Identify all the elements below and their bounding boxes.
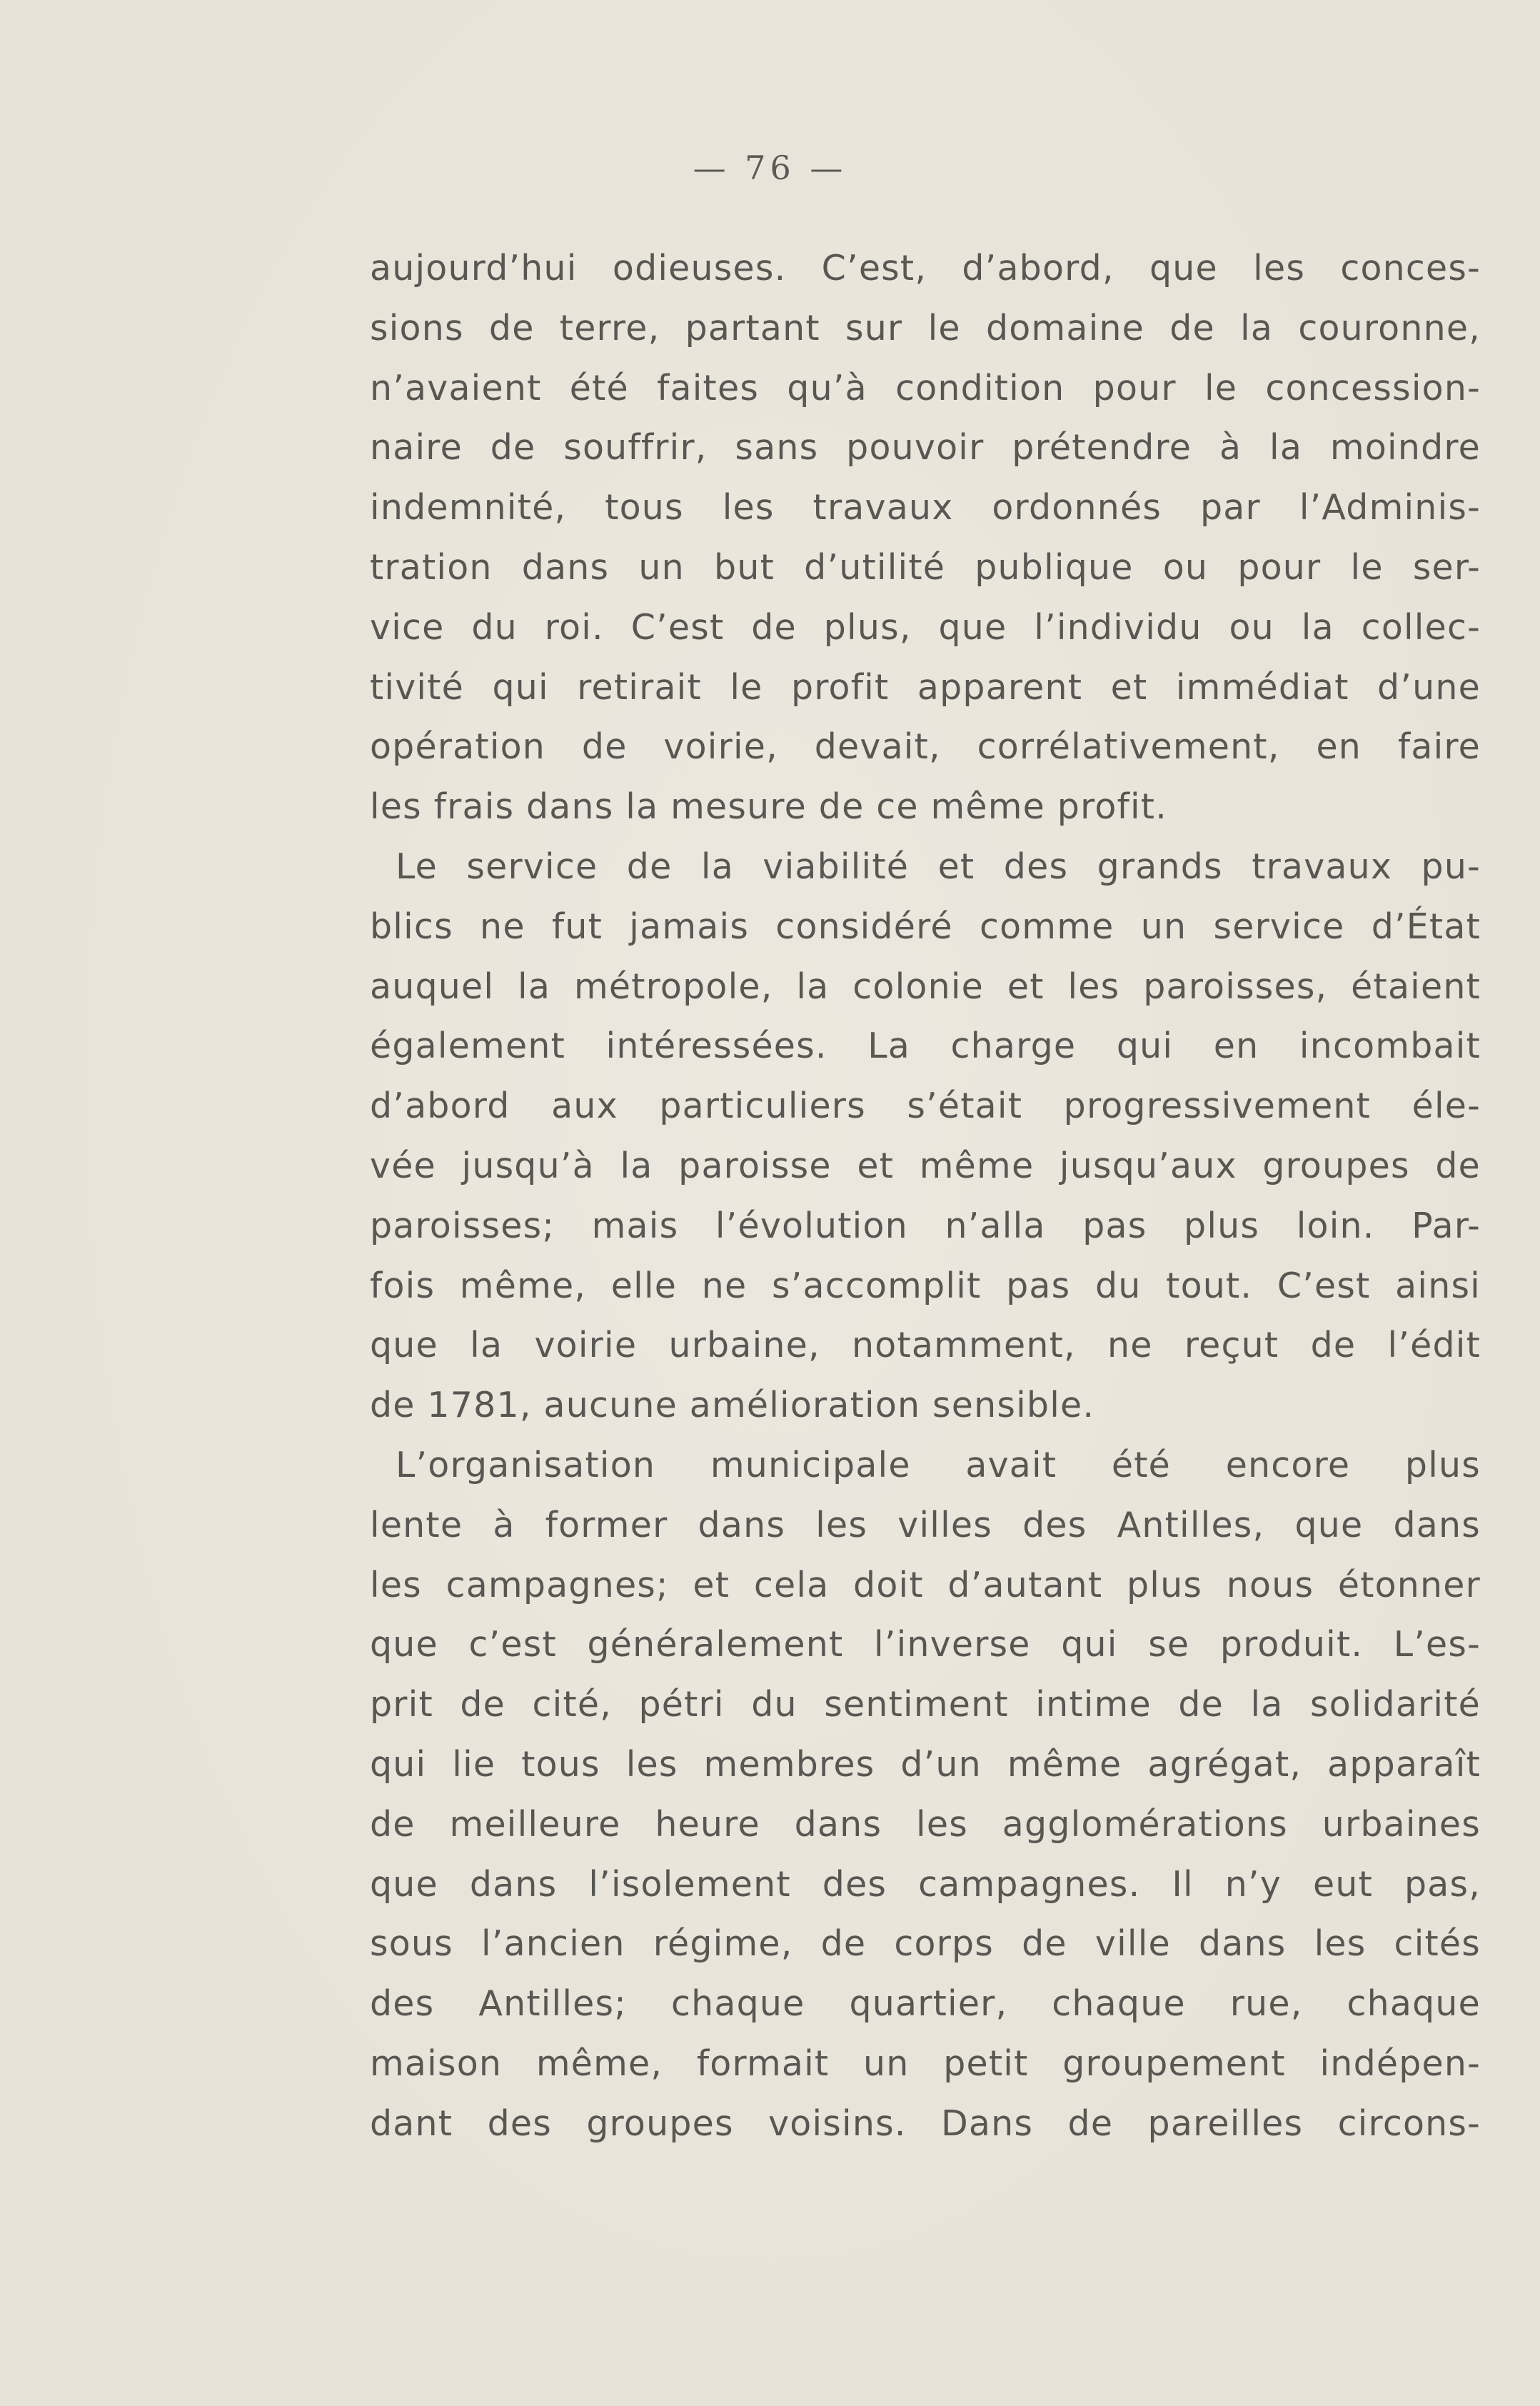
text-line: tivité qui retirait le profit apparent et immédiat d’une [370, 666, 1481, 708]
text-line: paroisses; mais l’évolution n’alla pas plus loin. Par- [370, 1205, 1481, 1246]
text-line: lente à former dans les villes des Antilles, que dans [370, 1504, 1481, 1545]
paragraph-start-line: Le service de la viabilité et des grands travaux pu- [396, 846, 1481, 887]
text-line: blics ne fut jamais considéré comme un service d’État [370, 906, 1481, 947]
text-line: tration dans un but d’utilité publique ou pour le ser- [370, 546, 1481, 588]
text-line: aujourd’hui odieuses. C’est, d’abord, que les conces- [370, 248, 1481, 289]
text-line: n’avaient été faites qu’à condition pour le concession- [370, 367, 1481, 408]
text-line: que la voirie urbaine, notamment, ne reçut de l’édit [370, 1325, 1481, 1366]
paragraph-start-line: L’organisation municipale avait été encore plus [396, 1444, 1481, 1485]
text-line: qui lie tous les membres d’un même agrégat, apparaît [370, 1743, 1481, 1785]
text-line: de 1781, aucune amélioration sensible. [370, 1385, 1095, 1426]
text-line: que dans l’isolement des campagnes. Il n’y eut pas, [370, 1863, 1481, 1905]
text-line: des Antilles; chaque quartier, chaque rue, chaque [370, 1983, 1481, 2025]
text-line: auquel la métropole, la colonie et les paroisses, étaient [370, 966, 1481, 1007]
text-line: sous l’ancien régime, de corps de ville dans les cités [370, 1923, 1481, 1965]
text-line: prit de cité, pétri du sentiment intime de la solidarité [370, 1684, 1481, 1725]
text-line: également intéressées. La charge qui en incombait [370, 1026, 1481, 1067]
text-line: que c’est généralement l’inverse qui se produit. L’es- [370, 1624, 1481, 1665]
text-line: vée jusqu’à la paroisse et même jusqu’aux groupes de [370, 1145, 1481, 1186]
text-line: naire de souffrir, sans pouvoir prétendre à la moindre [370, 427, 1481, 468]
text-line: les frais dans la mesure de ce même profit. [370, 786, 1167, 828]
text-line: sions de terre, partant sur le domaine de la couronne, [370, 307, 1481, 349]
text-line: dant des groupes voisins. Dans de pareilles circons- [370, 2102, 1481, 2144]
text-line: les campagnes; et cela doit d’autant plus nous étonner [370, 1564, 1481, 1605]
text-line: vice du roi. C’est de plus, que l’individu ou la collec- [370, 606, 1481, 648]
body-text [370, 239, 1481, 2154]
text-line: fois même, elle ne s’accomplit pas du tout. C’est ainsi [370, 1265, 1481, 1306]
text-line: opération de voirie, devait, corrélativement, en faire [370, 726, 1481, 768]
text-line: de meilleure heure dans les agglomérations urbaines [370, 1803, 1481, 1845]
text-line: maison même, formait un petit groupement indépen- [370, 2042, 1481, 2084]
text-line: indemnité, tous les travaux ordonnés par l’Adminis- [370, 487, 1481, 528]
page-number: — 76 — [693, 149, 847, 187]
text-line: d’abord aux particuliers s’était progressivement éle- [370, 1086, 1481, 1127]
